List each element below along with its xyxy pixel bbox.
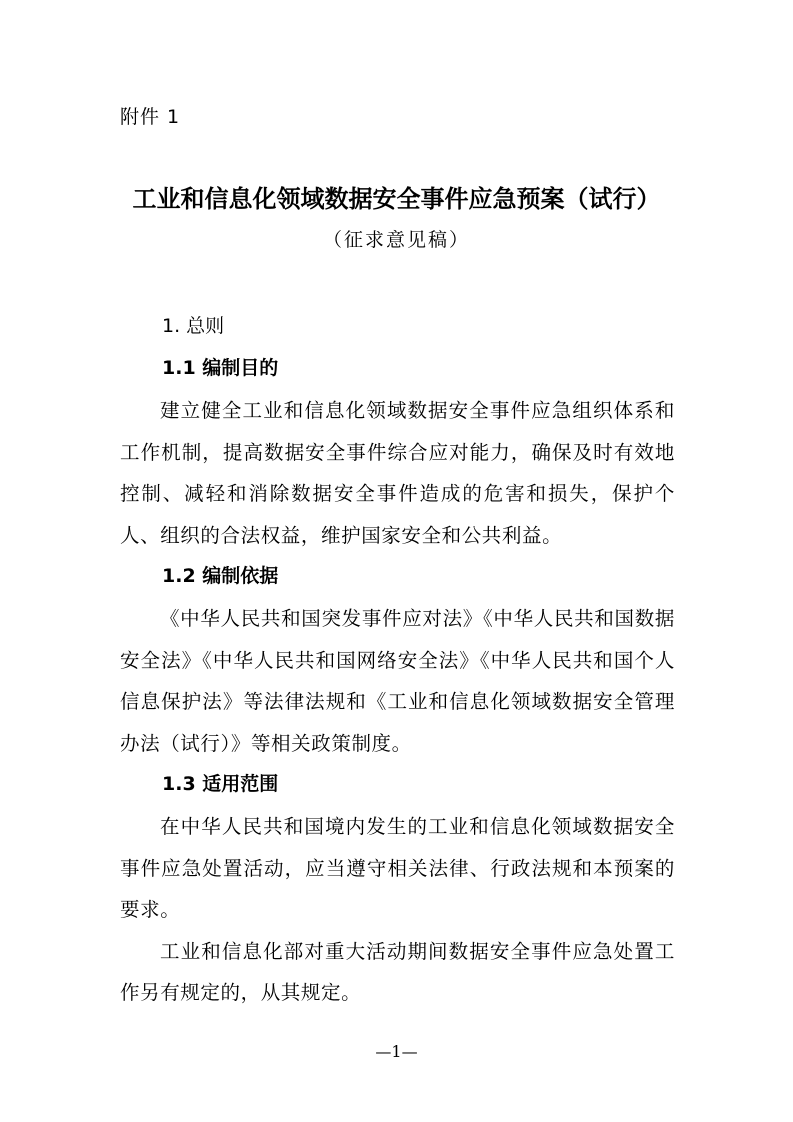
section-heading-scope: 1.3 适用范围 bbox=[162, 773, 279, 795]
purpose-paragraph: 建立健全工业和信息化领域数据安全事件应急组织体系和工作机制，提高数据安全事件综合应对能力，确保及时有效地控制、减轻和消除数据安全事件造成的危害和损失，保护个人、组织的合法权益，维护国家安全和公共利益。 bbox=[120, 399, 675, 547]
basis-paragraph: 《中华人民共和国突发事件应对法》《中华人民共和国数据安全法》《中华人民共和国网络安全法》《中华人民共和国个人信息保护法》等法律法规和《工业和信息化领域数据安全管理办法（试行）》等相关政策制度。 bbox=[120, 607, 675, 755]
attachment-label: 附件 1 bbox=[120, 106, 181, 128]
document-subtitle: （征求意见稿） bbox=[322, 229, 470, 251]
page-number: —1— bbox=[375, 1042, 418, 1061]
section-heading-basis: 1.2 编制依据 bbox=[162, 565, 279, 587]
scope-paragraph-1: 在中华人民共和国境内发生的工业和信息化领域数据安全事件应急处置活动，应当遵守相关法律、行政法规和本预案的要求。 bbox=[120, 815, 675, 921]
scope-paragraph-2: 工业和信息化部对重大活动期间数据安全事件应急处置工作另有规定的，从其规定。 bbox=[120, 939, 675, 1004]
section-heading-purpose: 1.1 编制目的 bbox=[162, 357, 279, 379]
document-body bbox=[120, 306, 675, 1014]
document-title: 工业和信息化领域数据安全事件应急预案（试行） bbox=[132, 185, 661, 213]
section-heading-general: 1. 总则 bbox=[162, 315, 225, 337]
